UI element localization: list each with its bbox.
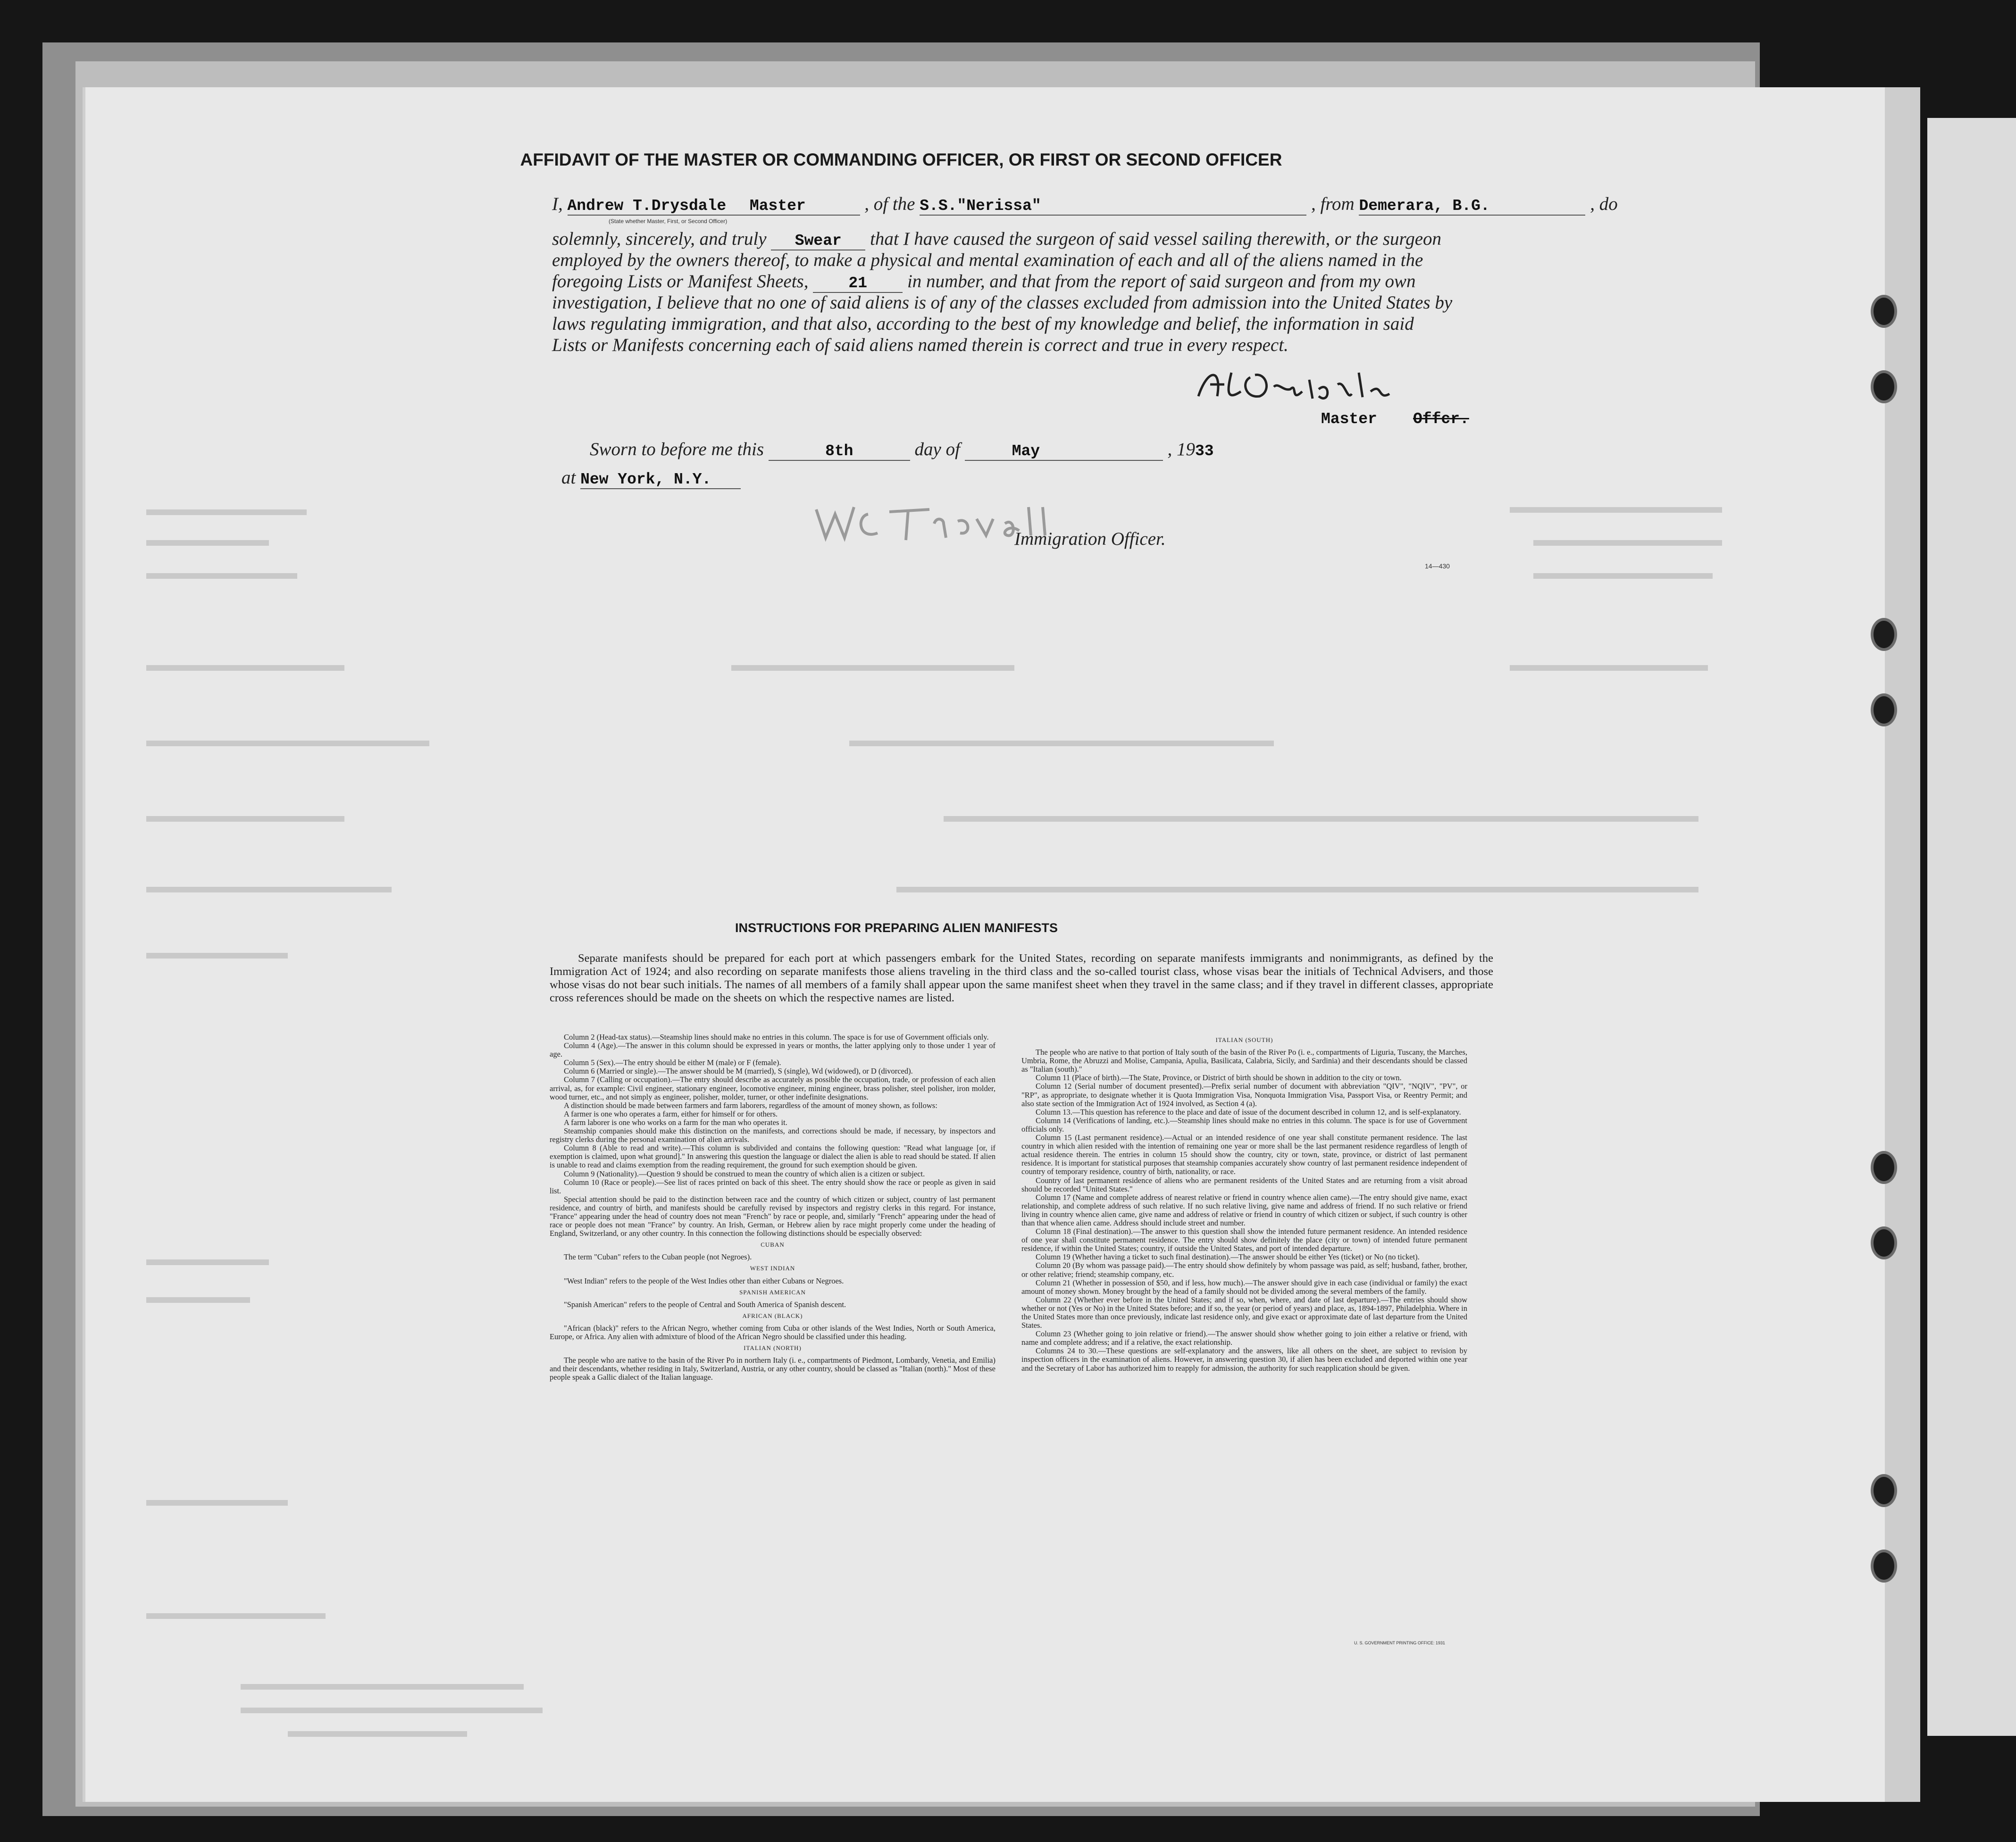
instruction-paragraph: Column 6 (Married or single).—The answer should be M (married), S (single), Wd (widowed), or D (divorced). [564, 1067, 913, 1076]
officer-field [568, 193, 860, 216]
affidavit-title: AFFIDAVIT OF THE MASTER OR COMMANDING OFFICER, OR FIRST OR SECOND OFFICER [520, 150, 1282, 169]
sworn-day: 8th [825, 442, 853, 460]
section-heading: ITALIAN (SOUTH) [1215, 1036, 1273, 1043]
text-of-the: , of the [864, 194, 915, 214]
binder-hole-icon [1871, 295, 1897, 328]
section-heading: SPANISH AMERICAN [739, 1288, 806, 1296]
port-name: Demerara, B.G. [1359, 197, 1490, 215]
instruction-paragraph: Country of last permanent residence of aliens who are permanent residents of the United States and are returning from a visit abroad should be recorded "United States." [1021, 1175, 1467, 1193]
place-line [561, 467, 741, 489]
state-note: (State whether Master, First, or Second Officer) [609, 218, 728, 225]
instructions-title: INSTRUCTIONS FOR PREPARING ALIEN MANIFESTS [735, 921, 1058, 935]
instruction-paragraph: The term "Cuban" refers to the Cuban people (not Negroes). [564, 1252, 752, 1262]
text-year-prefix: , 19 [1167, 439, 1195, 459]
instruction-paragraph: Steamship companies should make this distinction on the manifests, and corrections should be made, if necessary, by inspectors and registry clerks during the personal examination of alien arrivals. [550, 1126, 995, 1144]
text-line2: that I have caused the surgeon of said vessel sailing therewith, or the surgeon [870, 229, 1442, 249]
text-i: I, [552, 194, 563, 214]
text-line4-post: in number, and that from the report of said surgeon and from my own [907, 271, 1416, 292]
master-signature [1189, 363, 1472, 415]
instruction-paragraph: Column 23 (Whether going to join relative or friend).—The answer should show whether going to join either a relative or friend, with name and complete address; and if a relative, the exact relationship. [1021, 1329, 1467, 1347]
instruction-paragraph: Column 11 (Place of birth).—The State, Province, or District of birth should be shown in addition to the city or town. [1036, 1073, 1402, 1083]
affidavit-line-3: employed by the owners thereof, to make a physical and mental examination of each and all of the aliens named in the [552, 250, 1423, 270]
vessel-name: S.S."Nerissa" [920, 197, 1041, 215]
binder-hole-icon [1871, 1151, 1897, 1184]
instructions-intro: Separate manifests should be prepared for each port at which passengers embark for the United States, recording on separate manifests immigrants and nonimmigrants, as defined by the Immigration Act of 1924; and also recording on separate manifests those aliens traveling in the third class and the so-called tourist class, whose visas bear the initials of Technical Advisers, and those whose visas do not bear such initials. The names of all members of a family shall appear upon the same manifest sheet when they travel in the same class; and if they travel in different classes, appropriate cross references should be made on the sheets on which the respective names are listed. [550, 952, 1493, 1004]
section-heading: CUBAN [761, 1241, 785, 1249]
oath-field [771, 228, 865, 250]
day-field [769, 439, 910, 461]
struck-title: Offcr. [1413, 410, 1469, 428]
signer-title: Master [1321, 410, 1377, 428]
place-field [580, 467, 741, 489]
affidavit-line-5: investigation, I believe that no one of said aliens is of any of the classes excluded from admission into the United States by [552, 292, 1453, 313]
section-heading: ITALIAN (NORTH) [744, 1344, 802, 1352]
instruction-paragraph: Column 13.—This question has reference to the place and date of issue of the document described in column 12, and is self-explanatory. [1036, 1107, 1461, 1117]
sworn-month: May [1012, 442, 1040, 460]
binder-strip [1885, 87, 1920, 1802]
affidavit-line-1 [552, 193, 1618, 216]
vessel-field [920, 193, 1306, 216]
sworn-place: New York, N.Y. [580, 471, 711, 488]
instruction-paragraph: Column 2 (Head-tax status).—Steamship lines should make no entries in this column. The space is for use of Government officials only. [564, 1033, 989, 1042]
officer-name: Andrew T.Drysdale [567, 197, 727, 215]
instruction-paragraph: Column 12 (Serial number of document presented).—Prefix serial number of document with abbreviation "QIV", "NQIV", "PV", or "RP", as appropriate, to designate whether it is Quota Immigration Visa, Nonquota Immigration Visa, Passport Visa, or Reentry Permit; and also state section of the Immigration Act of 1924 involved, as Section 4 (a). [1021, 1082, 1467, 1108]
instruction-paragraph: Column 5 (Sex).—The entry should be either M (male) or F (female). [564, 1058, 781, 1067]
printer-note: U. S. GOVERNMENT PRINTING OFFICE: 1931 [1354, 1641, 1445, 1645]
binder-hole-icon [1871, 618, 1897, 651]
instruction-paragraph: Column 14 (Verifications of landing, etc.).—Steamship lines should make no entries in this column. The space is for use of Government officials only. [1021, 1116, 1467, 1134]
instruction-paragraph: Column 17 (Name and complete address of nearest relative or friend in country whence alien came).—The entry should give name, exact relationship, and complete address of such relative. If no such relative living, give name and address of friend. If no such relative or friend living in country whence alien came, give name and address of relative or friend in country of which citizen or subject, if such country is other than that whence alien came. Address should include street and number. [1021, 1192, 1467, 1227]
sworn-year: 33 [1195, 442, 1214, 460]
instructions-right-column [1021, 1033, 1467, 1373]
affidavit-line-6: laws regulating immigration, and that also, according to the best of my knowledge and belief, the information in said [552, 314, 1414, 334]
instruction-paragraph: The people who are native to that portion of Italy south of the basin of the River Po (i. e., compartments of Liguria, Tuscany, the Marches, Umbria, Rome, the Abruzzi and Molise, Campania, Apulia, Basilicata, Calabria, Sicily, and Sardinia) and their descendants should be classed as "Italian (south)." [1021, 1048, 1467, 1074]
port-field [1359, 193, 1585, 216]
binder-hole-icon [1871, 370, 1897, 403]
binder-hole-icon [1871, 1474, 1897, 1507]
binder-hole-icon [1871, 1550, 1897, 1583]
text-day-of: day of [914, 439, 960, 459]
instruction-paragraph: Column 9 (Nationality).—Question 9 should be construed to mean the country of which alien is a citizen or subject. [564, 1169, 925, 1178]
sworn-line [590, 439, 1214, 461]
sheet-count-field [813, 271, 903, 293]
instruction-paragraph: A distinction should be made between farmers and farm laborers, regardless of the amount of money shown, as follows: [564, 1100, 937, 1110]
affidavit-line-7: Lists or Manifests concerning each of said aliens named therein is correct and true in every respect. [552, 335, 1288, 355]
text-line4-pre: foregoing Lists or Manifest Sheets, [552, 271, 809, 292]
instruction-paragraph: Special attention should be paid to the distinction between race and the country of which citizen or subject, country of last permanent residence, and country of birth, and manifests should be carefully revised by inspectors and registry clerks in this regard. For instance, "France" appearing under the head of country does not mean "French" by race or people, and, similarly "French" appearing under the head of race or people does not mean "France" by country. An Irish, German, or Hebrew alien by race might properly come under the heading of England, Switzerland, or any other country. In this connection the following distinctions should be especially observed: [550, 1194, 995, 1238]
text-at: at [561, 467, 576, 488]
instruction-paragraph: "Spanish American" refers to the people of Central and South America of Spanish descent. [564, 1300, 846, 1309]
month-field [965, 439, 1163, 461]
section-heading: WEST INDIAN [750, 1265, 795, 1272]
oath-word: Swear [795, 232, 842, 250]
instruction-paragraph: Column 10 (Race or people).—See list of races printed on back of this sheet. The entry should show the race or people as given in said list. [550, 1177, 995, 1195]
instruction-paragraph: Column 20 (By whom was passage paid).—The entry should show definitely by whom passage was paid, as self; husband, father, brother, or other relative; friend; steamship company, etc. [1021, 1261, 1467, 1279]
instruction-paragraph: Column 21 (Whether in possession of $50, and if less, how much).—The answer should give in each case (individual or family) the exact amount of money shown. Money brought by the head of a family should not be divided among the several members of the family. [1021, 1278, 1467, 1296]
instruction-paragraph: Column 22 (Whether ever before in the United States; and if so, when, where, and date of last departure).—The entries should show whether or not (Yes or No) in the United States before; and if so, the year (or period of years) and place, as, 1894-1897, Philadelphia. Where in the United States more than once previously, indicate last residence only, and give exact or approximate date of last departure from the United States. [1021, 1295, 1467, 1330]
section-heading: AFRICAN (BLACK) [742, 1312, 803, 1319]
affidavit-line-2 [552, 228, 1441, 250]
instruction-paragraph: A farmer is one who operates a farm, either for himself or for others. [564, 1109, 778, 1118]
sheet-count: 21 [848, 275, 868, 292]
text-do: , do [1590, 194, 1618, 214]
binder-hole-icon [1871, 693, 1897, 726]
adjacent-page-edge [1927, 118, 2016, 1736]
instruction-paragraph: Column 7 (Calling or occupation).—The entry should describe as accurately as possible the occupation, trade, or profession of each alien arrival, as, for example: Civil engineer, stationary engineer, locomotive engineer, mining engineer, brass polisher, steel polisher, iron molder, wood turner, etc., and not simply as engineer, polisher, molder, turner, or other indefinite designations. [550, 1075, 995, 1101]
affidavit-line-4 [552, 271, 1416, 293]
instruction-paragraph: The people who are native to the basin of the River Po in northern Italy (i. e., compartments of Piedmont, Lombardy, Venetia, and Emilia) and their descendants, whether residing in Italy, Switzerland, Austria, or any other country, should be classed as "Italian (north)." Most of these people speak a Gallic dialect of the Italian language. [550, 1356, 995, 1382]
instruction-paragraph: "African (black)" refers to the African Negro, whether coming from Cuba or other islands of the West Indies, North or South America, Europe, or Africa. Any alien with admixture of blood of the African Negro should be classified under this heading. [550, 1323, 995, 1341]
form-number: 14—430 [1425, 562, 1450, 570]
instruction-paragraph: Columns 24 to 30.—These questions are self-explanatory and the answers, like all others on the sheet, are subject to revision by inspection officers in the examination of aliens. However, in answering question 30, if alien has been excluded and deported within one year and the Secretary of Labor has authorized him to reapply for admission, the authority for such reapplication should be given. [1021, 1346, 1467, 1373]
text-sworn: Sworn to before me this [590, 439, 764, 459]
officer-title: Immigration Officer. [1014, 529, 1166, 549]
text-from: , from [1311, 194, 1355, 214]
instruction-paragraph: Column 4 (Age).—The answer in this column should be expressed in years or months, the latter applying only to those under 1 year of age. [550, 1041, 995, 1059]
binder-hole-icon [1871, 1226, 1897, 1259]
instruction-paragraph: Column 15 (Last permanent residence).—Actual or an intended residence of one year shall constitute permanent residence. The last country in which alien resided with the intention of remaining one year or more shall be the last permanent residence regardless of length of actual residence therein. The entries in column 15 should show the country, city or town, state, province, or district of last permanent residence. It is important for statistical purposes that steamship companies accurately show country of last permanent residence independent of country of temporary residence, country of birth, nationality, or race. [1021, 1133, 1467, 1176]
officer-rank: Master [749, 197, 806, 215]
instruction-paragraph: Column 18 (Final destination).—The answer to this question shall show the intended future permanent residence. An intended residence of one year shall constitute permanent residence. The entry should show definitely the place (city or town) of intended future permanent residence, if within the United States; country, if outside the United States, and port of intended departure. [1021, 1227, 1467, 1253]
text-solemnly: solemnly, sincerely, and truly [552, 229, 767, 249]
instruction-paragraph: "West Indian" refers to the people of the West Indies other than either Cubans or Negroes. [564, 1276, 844, 1285]
instruction-paragraph: A farm laborer is one who works on a farm for the man who operates it. [564, 1117, 787, 1127]
instruction-paragraph: Column 19 (Whether having a ticket to such final destination).—The answer should be either Yes (ticket) or No (no ticket). [1036, 1252, 1420, 1262]
instructions-left-column [550, 1033, 995, 1382]
instruction-paragraph: Column 8 (Able to read and write).—This column is subdivided and contains the following question: "Read what language [or, if exemption is claimed, upon what ground]." In answering this question the language or dialect the alien is able to read should be stated. If alien is unable to read and claims exemption from the reading requirement, the ground for such exemption should be given. [550, 1143, 995, 1170]
